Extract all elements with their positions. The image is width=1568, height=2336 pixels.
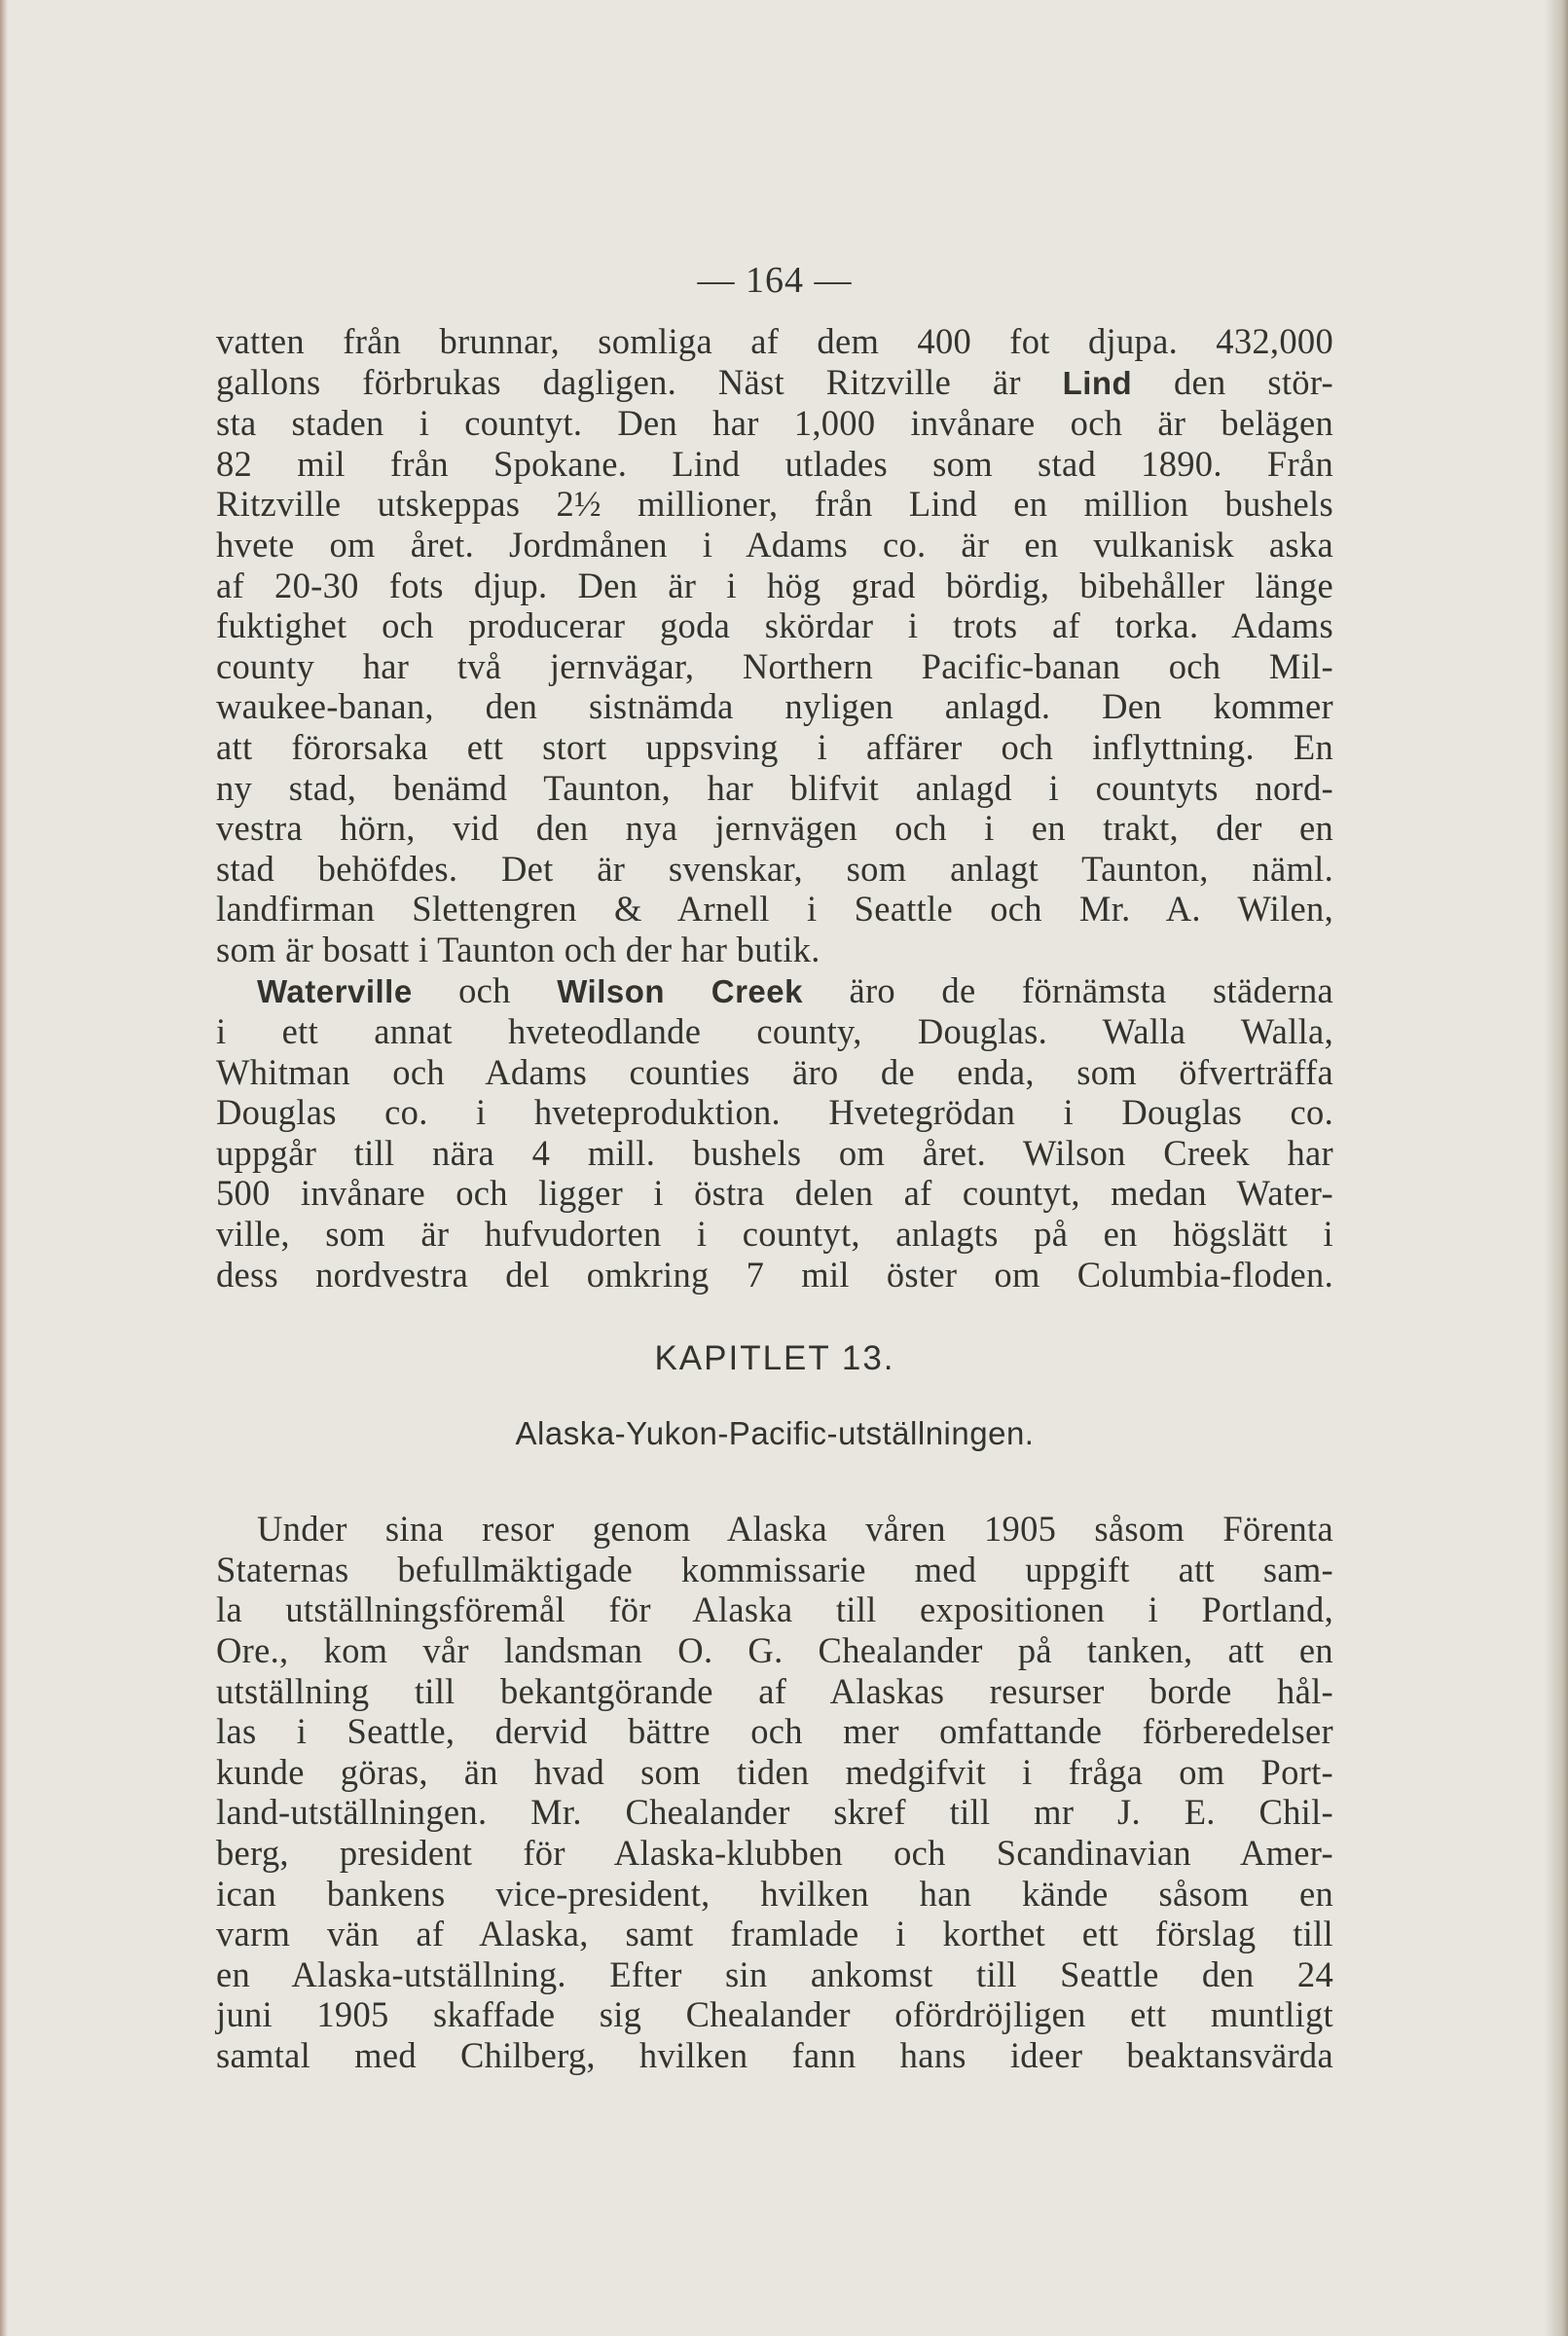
text-line: att förorsaka ett stort uppsving i affärer och inflyttning. En: [216, 726, 1333, 767]
text-fragment: äro de förnämsta städerna: [802, 969, 1334, 1010]
text-line: ny stad, benämd Taunton, har blifvit anlagd i countyts nord-: [216, 767, 1333, 808]
text-line: varm vän af Alaska, samt framlade i korthet ett förslag till: [216, 1914, 1333, 1954]
text-line: ican bankens vice-president, hvilken han kände såsom en: [216, 1873, 1333, 1914]
text-line: kunde göras, än hvad som tiden medgifvit i fråga om Port-: [216, 1751, 1333, 1792]
text-line: i ett annat hveteodlande county, Douglas. Walla Walla,: [216, 1011, 1333, 1052]
text-line: Under sina resor genom Alaska våren 1905 såsom Förenta: [257, 1509, 1333, 1550]
text-line: stad behöfdes. Det är svenskar, som anlagt Taunton, näml.: [216, 848, 1333, 889]
place-name-lind: Lind: [1062, 364, 1133, 401]
text-line: dess nordvestra del omkring 7 mil öster om Columbia-floden.: [216, 1254, 1333, 1295]
text-line: landfirman Slettengren & Arnell i Seattle och Mr. A. Wilen,: [216, 889, 1333, 930]
text-fragment: gallons förbrukas dagligen. Näst Ritzville är: [216, 361, 1063, 402]
chapter-heading: KAPITLET 13.: [654, 1339, 895, 1378]
text-line: la utställningsföremål för Alaska till expositionen i Portland,: [216, 1589, 1333, 1630]
text-line: utställning till bekantgörande af Alaskas resurser borde hål-: [216, 1670, 1333, 1711]
text-line: uppgår till nära 4 mill. bushels om året. Wilson Creek har: [216, 1132, 1333, 1173]
text-line: hvete om året. Jordmånen i Adams co. är en vulkanisk aska: [216, 524, 1333, 565]
text-line: waukee-banan, den sistnämda nyligen anlagd. Den kommer: [216, 686, 1333, 727]
text-line: fuktighet och producerar goda skördar i trots af torka. Adams: [216, 605, 1333, 646]
text-column: [216, 261, 1333, 2076]
text-line: [216, 970, 1333, 1012]
text-line: Douglas co. i hveteproduktion. Hvetegrödan i Douglas co.: [216, 1092, 1333, 1133]
text-line: en Alaska-utställning. Efter sin ankomst till Seattle den 24: [216, 1953, 1333, 1994]
text-line: af 20-30 fots djup. Den är i hög grad bördig, bibehåller länge: [216, 565, 1333, 605]
page-number: — 164 —: [697, 260, 853, 301]
text-line: Ritzville utskeppas 2½ millioner, från Lind en million bushels: [216, 484, 1333, 525]
paragraph-3: [216, 1509, 1333, 2075]
text-fragment: den stör-: [1132, 361, 1334, 402]
text-line: 82 mil från Spokane. Lind utlades som stad 1890. Från: [216, 443, 1333, 484]
text-line: land-utställningen. Mr. Chealander skref till mr J. E. Chil-: [216, 1792, 1333, 1833]
text-line: las i Seattle, dervid bättre och mer omfattande förberedelser: [216, 1711, 1333, 1752]
page-right-edge: [1545, 0, 1568, 2336]
text-line: vatten från brunnar, somliga af dem 400 fot djupa. 432,000: [216, 321, 1333, 361]
text-line: samtal med Chilberg, hvilken fann hans ideer beaktansvärda: [216, 2034, 1333, 2075]
text-line: Whitman och Adams counties äro de enda, som öfverträffa: [216, 1051, 1333, 1092]
text-line: berg, president för Alaska-klubben och Scandinavian Amer-: [216, 1833, 1333, 1873]
text-line: juni 1905 skaffade sig Chealander ofördröjligen ett muntligt: [216, 1994, 1333, 2035]
text-line: [216, 362, 1333, 404]
page-left-edge: [0, 0, 8, 2336]
text-line: Staternas befullmäktigade kommissarie med uppgift att sam-: [216, 1549, 1333, 1589]
text-line: county har två jernvägar, Northern Pacific-banan och Mil-: [216, 645, 1333, 686]
text-fragment: och: [412, 969, 558, 1010]
paragraph-1: [216, 321, 1333, 970]
chapter-title: Alaska-Yukon-Pacific-utställningen.: [515, 1415, 1035, 1452]
place-name-waterville: Waterville: [257, 972, 413, 1009]
paragraph-2: [216, 970, 1333, 1296]
text-line: Ore., kom vår landsman O. G. Chealander på tanken, att en: [216, 1630, 1333, 1671]
text-line: som är bosatt i Taunton och der har butik.: [216, 929, 820, 969]
text-line: ville, som är hufvudorten i countyt, anlagts på en högslätt i: [216, 1214, 1333, 1255]
text-line: sta staden i countyt. Den har 1,000 invånare och är belägen: [216, 403, 1333, 444]
text-line: vestra hörn, vid den nya jernvägen och i en trakt, der en: [216, 808, 1333, 849]
place-name-wilson-creek: Wilson Creek: [557, 972, 803, 1009]
text-line: 500 invånare och ligger i östra delen af countyt, medan Water-: [216, 1173, 1333, 1214]
